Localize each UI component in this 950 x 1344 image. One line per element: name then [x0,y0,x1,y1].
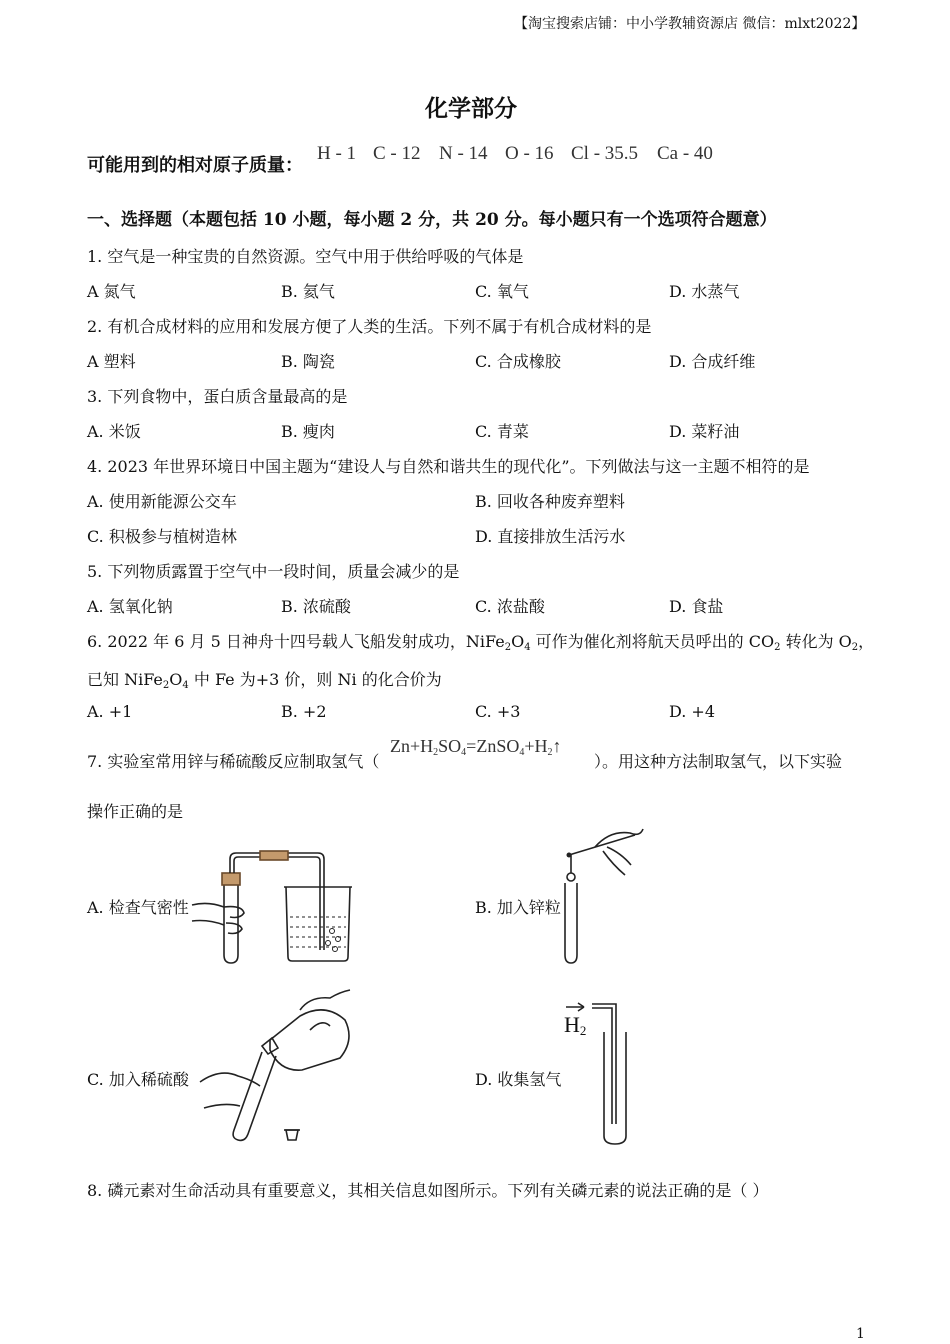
q4-stem: 4. 2023 年世界环境日中国主题为“建设人与自然和谐共生的现代化”。下列做法与这一主题不相符的是 [87,457,810,476]
q7-stem-before: 7. 实验室常用锌与稀硫酸反应制取氢气（ [87,752,380,771]
q5-option-b: B. 浓硫酸 [281,597,351,616]
q5-stem: 5. 下列物质露置于空气中一段时间，质量会减少的是 [87,562,460,581]
figure-airtightness-check [190,845,360,970]
atomic-mass-c: C - 12 [373,143,421,164]
q2-option-c: C. 合成橡胶 [475,352,561,371]
q7-equation: $Zn+H_2SO_4=ZnSO_4+H_2↑$ [390,736,562,758]
q3-option-d: D. 菜籽油 [669,422,740,441]
figure-add-acid [190,990,360,1150]
figure-collect-hydrogen [560,1000,640,1150]
page-title: 化学部分 [425,95,517,122]
page-number: 1 [856,1326,865,1342]
q1-option-c: C. 氧气 [475,282,529,301]
q6-option-a: A. +1 [87,702,133,721]
q2-stem: 2. 有机合成材料的应用和发展方便了人类的生活。下列不属于有机合成材料的是 [87,317,652,336]
q5-option-c: C. 浓盐酸 [475,597,545,616]
q1-option-d: D. 水蒸气 [669,282,740,301]
h2-label: $H_2$ [564,1012,587,1038]
q5-option-a: A. 氢氧化钠 [87,597,173,616]
q6-option-b: B. +2 [281,702,327,721]
q7-option-a: A. 检查气密性 [87,898,189,917]
atomic-mass-n: N - 14 [439,143,488,164]
q7-option-b: B. 加入锌粒 [475,898,561,917]
header-note: 【淘宝搜索店铺：中小学教辅资源店 微信：mlxt2022】 [514,16,866,32]
q6-stem-line2: 已知 $NiFe_2O_4$ 中 Fe 为+3 价，则 Ni 的化合价为 [87,670,442,691]
q1-option-b: B. 氦气 [281,282,335,301]
atomic-mass-label: 可能用到的相对原子质量： [87,155,303,176]
q4-option-a: A. 使用新能源公交车 [87,492,237,511]
atomic-mass-h: H - 1 [317,143,357,164]
atomic-mass-ca: Ca - 40 [657,143,713,164]
q7-stem-line2: 操作正确的是 [87,802,184,821]
q4-option-b: B. 回收各种废弃塑料 [475,492,625,511]
q7-option-d: D. 收集氢气 [475,1070,562,1089]
q3-option-b: B. 瘦肉 [281,422,335,441]
q2-option-a: A 塑料 [87,352,136,371]
q6-option-d: D. +4 [669,702,716,721]
q5-option-d: D. 食盐 [669,597,724,616]
q8-stem: 8. 磷元素对生命活动具有重要意义，其相关信息如图所示。下列有关磷元素的说法正确的是（ ） [87,1181,769,1200]
figure-add-zinc [555,825,655,970]
q6-option-c: C. +3 [475,702,521,721]
q3-option-c: C. 青菜 [475,422,529,441]
atomic-mass-cl: Cl - 35.5 [571,143,639,164]
atomic-mass-o: O - 16 [505,143,554,164]
q4-option-c: C. 积极参与植树造林 [87,527,237,546]
q2-option-b: B. 陶瓷 [281,352,335,371]
q7-option-c: C. 加入稀硫酸 [87,1070,189,1089]
q6-stem-line1: 6. 2022 年 6 月 5 日神舟十四号载人飞船发射成功，$NiFe_2O_4$ 可作为催化剂将航天员呼出的 $CO_2$ 转化为 $O_2$， [87,632,875,653]
q1-stem: 1. 空气是一种宝贵的自然资源。空气中用于供给呼吸的气体是 [87,247,524,266]
q4-option-d: D. 直接排放生活污水 [475,527,626,546]
q3-stem: 3. 下列食物中，蛋白质含量最高的是 [87,387,348,406]
q3-option-a: A. 米饭 [87,422,141,441]
q7-stem-after: ）。用这种方法制取氢气，以下实验 [594,752,843,771]
q1-option-a: A 氮气 [87,282,136,301]
section-heading: 一、选择题（本题包括 10 小题，每小题 2 分，共 20 分。每小题只有一个选项符合题意） [87,210,777,230]
q2-option-d: D. 合成纤维 [669,352,756,371]
